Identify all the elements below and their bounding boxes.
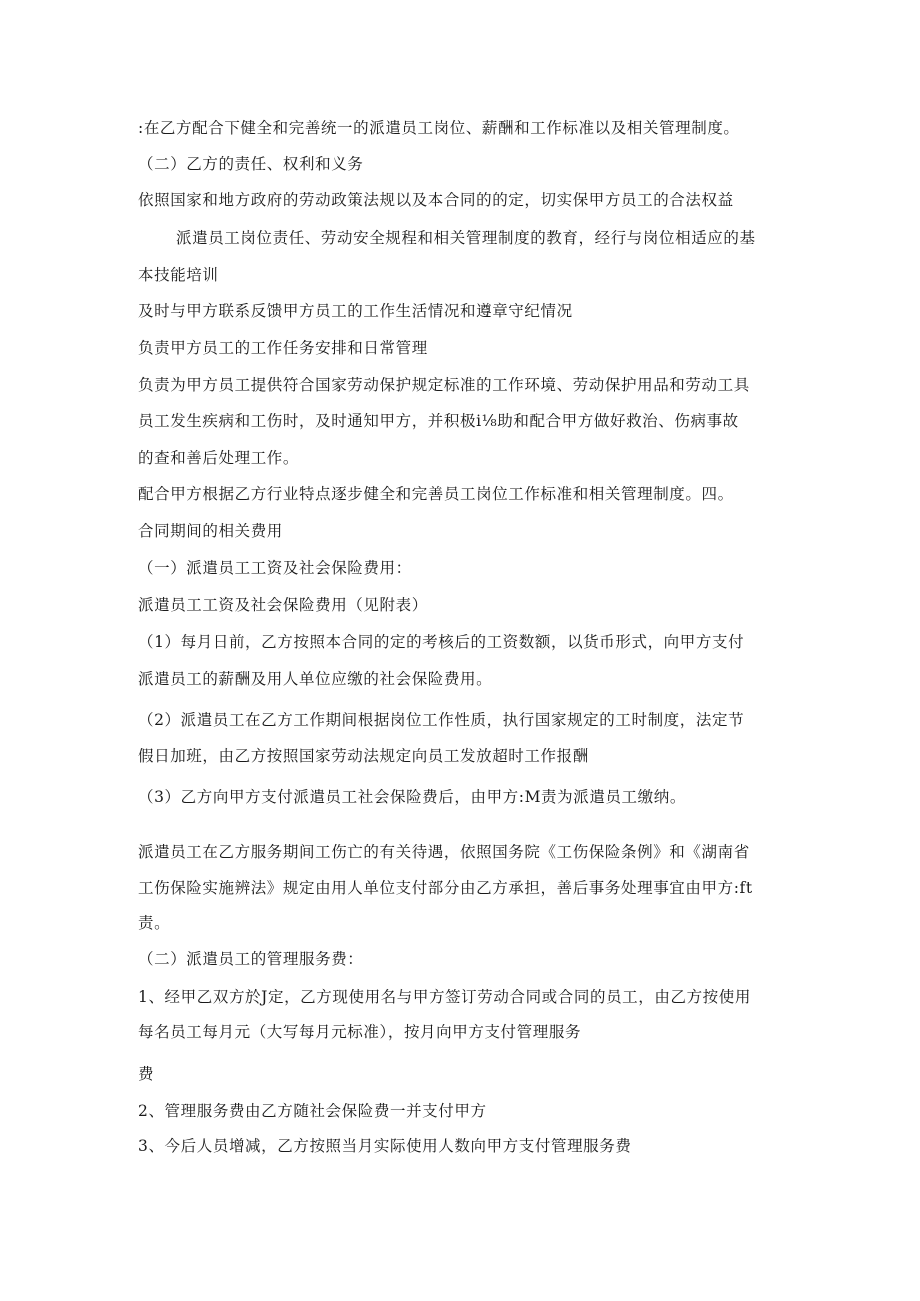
text-line: 的查和善后处理工作。 [138,449,300,467]
text-line: 费 [138,1065,155,1083]
section-heading: （一）派遣员工工资及社会保险费用： [138,559,412,577]
text-line: 每名员工每月元（大写每月元标准），按月向甲方支付管理服务 [138,1023,582,1041]
text-line: :在乙方配合下健全和完善统一的派遣员工岗位、薪酬和工作标准以及相关管理制度。 [138,119,740,137]
section-heading: （二）派遣员工的管理服务费： [138,950,364,968]
text-line: 派遣员工工资及社会保险费用（见附表） [138,596,428,614]
text-line: 假日加班，由乙方按照国家劳动法规定向员工发放超时工作报酬 [138,747,589,765]
text-line: 依照国家和地方政府的劳动政策法规以及本合同的的定，切实保甲方员工的合法权益 [138,191,734,209]
text-line: 负责为甲方员工提供符合国家劳动保护规定标准的工作环境、劳动保护用品和劳动工具 [138,376,750,394]
text-line: 派遣员工岗位责任、劳动安全规程和相关管理制度的教育，经行与岗位相适应的基 [176,229,756,247]
text-line: 及时与甲方联系反馈甲方员工的工作生活情况和遵章守纪情况 [138,302,573,320]
text-line: 3、今后人员增减，乙方按照当月实际使用人数向甲方支付管理服务费 [138,1137,632,1155]
text-line: 本技能培训 [138,266,219,284]
text-line: （3）乙方向甲方支付派遣员工社会保险费后，由甲方:M责为派遣员工缴纳。 [138,788,686,806]
text-line: 负责甲方员工的工作任务安排和日常管理 [138,339,428,357]
text-line: 派遣员工的薪酬及用人单位应缴的社会保险费用。 [138,670,493,688]
text-line: 1、经甲乙双方於J定，乙方现使用名与甲方签订劳动合同或合同的员工，由乙方按使用 [138,988,751,1006]
text-line: 派遣员工在乙方服务期间工伤亡的有关待遇，依照国务院《工伤保险条例》和《湖南省 [138,843,750,861]
text-line: （1）每月日前，乙方按照本合同的定的考核后的工资数额，以货币形式，向甲方支付 [138,633,745,651]
text-line: 配合甲方根据乙方行业特点逐步健全和完善员工岗位工作标准和相关管理制度。四。 [138,485,734,503]
section-heading: （二）乙方的责任、权利和义务 [138,155,364,173]
text-line: 员工发生疾病和工伤时，及时通知甲方，并积极i⅛助和配合甲方做好救治、伤病事故 [138,412,739,430]
text-line: 工伤保险实施辨法》规定由用人单位支付部分由乙方承担，善后事务处理事宜由甲方:ft [138,879,753,897]
text-line: 责。 [138,914,171,932]
text-line: （2）派遣员工在乙方工作期间根据岗位工作性质，执行国家规定的工时制度，法定节 [138,711,745,729]
text-line: 2、管理服务费由乙方随社会保险费一并支付甲方 [138,1102,487,1120]
section-heading: 合同期间的相关费用 [138,522,283,540]
